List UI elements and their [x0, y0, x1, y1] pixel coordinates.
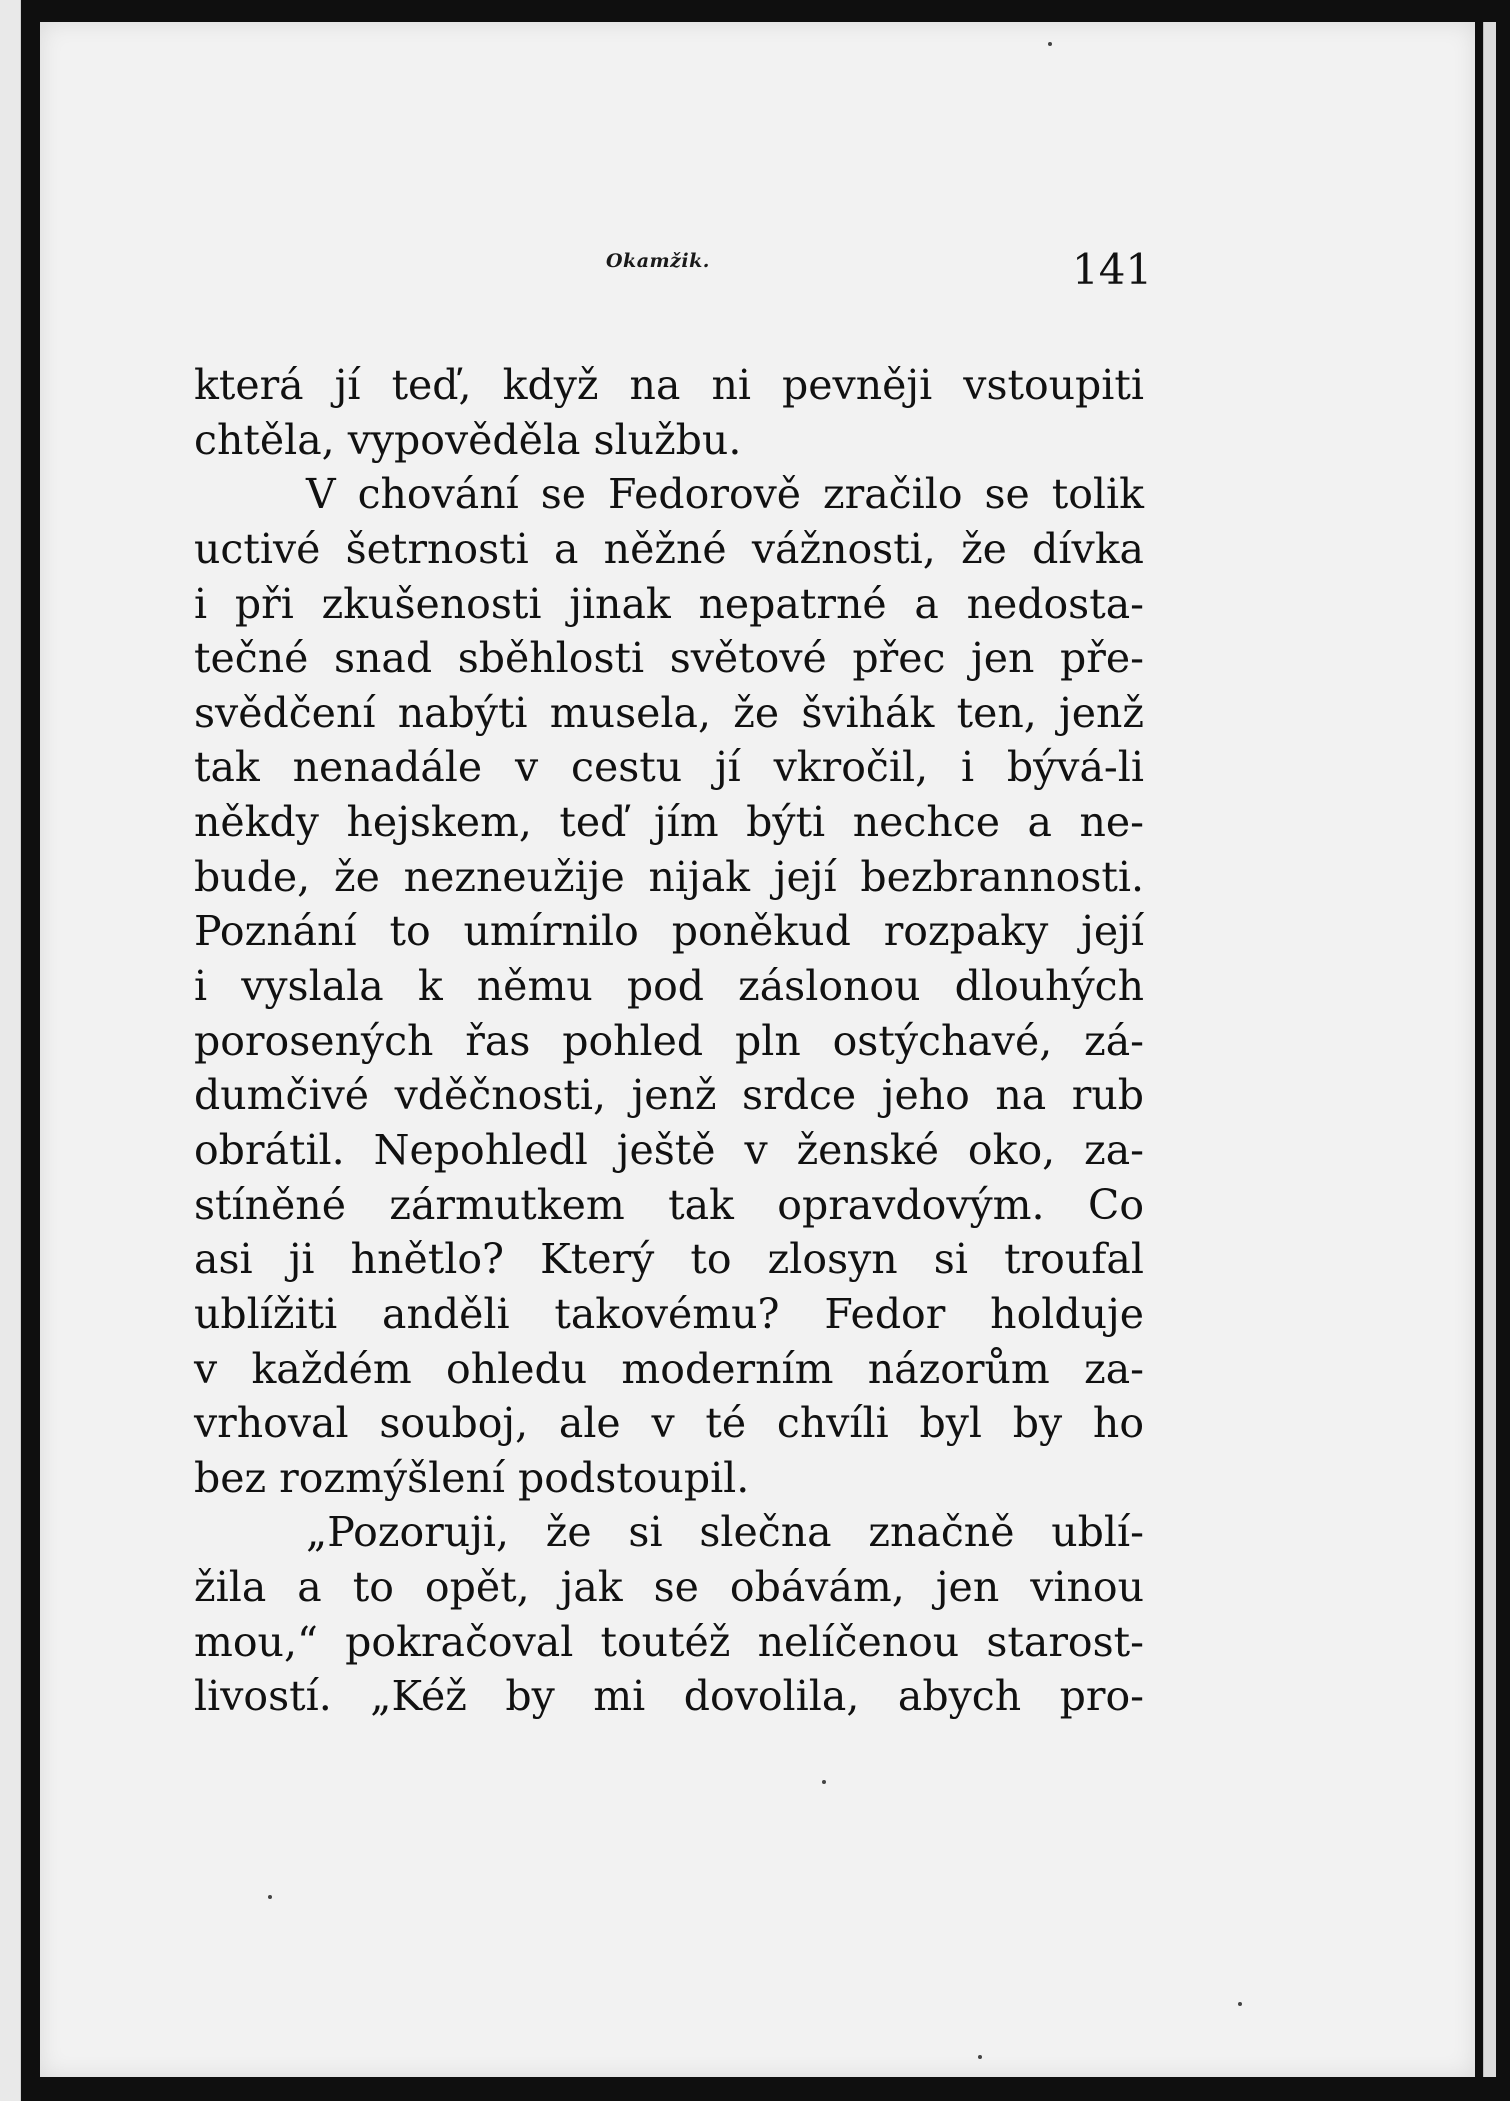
previous-page-edge [0, 0, 21, 2101]
text-line: asi ji hnětlo? Který to zlosyn si troufal [194, 1235, 1144, 1284]
scan-speck [1048, 42, 1052, 46]
text-line: stíněné zármutkem tak opravdovým. Co [194, 1180, 1144, 1229]
text-line: Poznání to umírnilo poněkud rozpaky její [194, 907, 1144, 956]
scan-speck [822, 1780, 826, 1784]
text-line: bez rozmýšlení podstoupil. [194, 1453, 750, 1502]
text-line: obrátil. Nepohledl ještě v ženské oko, za- [194, 1125, 1144, 1174]
text-line: livostí. „Kéž by mi dovolila, abych pro- [194, 1672, 1144, 1721]
text-line: v každém ohledu moderním názorům za- [194, 1344, 1144, 1393]
page-edge-shadow [1483, 22, 1496, 2077]
text-line: porosených řas pohled pln ostýchavé, zá- [194, 1016, 1144, 1065]
text-line: žila a to opět, jak se obávám, jen vinou [194, 1563, 1144, 1612]
scan-speck [978, 2055, 982, 2059]
scan-speck [1238, 2002, 1242, 2006]
text-line: mou,“ pokračoval toutéž nelíčenou starost- [194, 1617, 1144, 1666]
scan-speck [268, 1895, 272, 1899]
text-line: uctivé šetrnosti a něžné vážnosti, že dívka [194, 524, 1144, 573]
text-line: vrhoval souboj, ale v té chvíli byl by ho [194, 1399, 1144, 1448]
text-line: tečné snad sběhlosti světové přec jen pře- [194, 634, 1144, 683]
text-line: někdy hejskem, teď jím býti nechce a ne- [194, 798, 1144, 847]
text-line: ublížiti anděli takovému? Fedor holduje [194, 1289, 1144, 1338]
text-line: V chování se Fedorově zračilo se tolik [306, 470, 1144, 519]
text-line: tak nenadále v cestu jí vkročil, i bývá-li [194, 743, 1144, 792]
text-line: dumčivé vděčnosti, jenž srdce jeho na rub [194, 1071, 1144, 1120]
body-text [194, 358, 1144, 1724]
text-line: svědčení nabýti musela, že švihák ten, jenž [194, 688, 1144, 737]
running-title: Okamžik. [606, 250, 710, 272]
text-line: chtěla, vypověděla službu. [194, 415, 742, 464]
text-line: bude, že nezneužije nijak její bezbrannosti. [194, 852, 1144, 901]
text-line: „Pozoruji, že si slečna značně ublí- [306, 1508, 1144, 1557]
text-line: i při zkušenosti jinak nepatrné a nedosta- [194, 579, 1144, 628]
text-line: i vyslala k němu pod záslonou dlouhých [194, 962, 1144, 1011]
page-number: 141 [1072, 245, 1153, 294]
text-line: která jí teď, když na ni pevněji vstoupiti [194, 361, 1144, 409]
